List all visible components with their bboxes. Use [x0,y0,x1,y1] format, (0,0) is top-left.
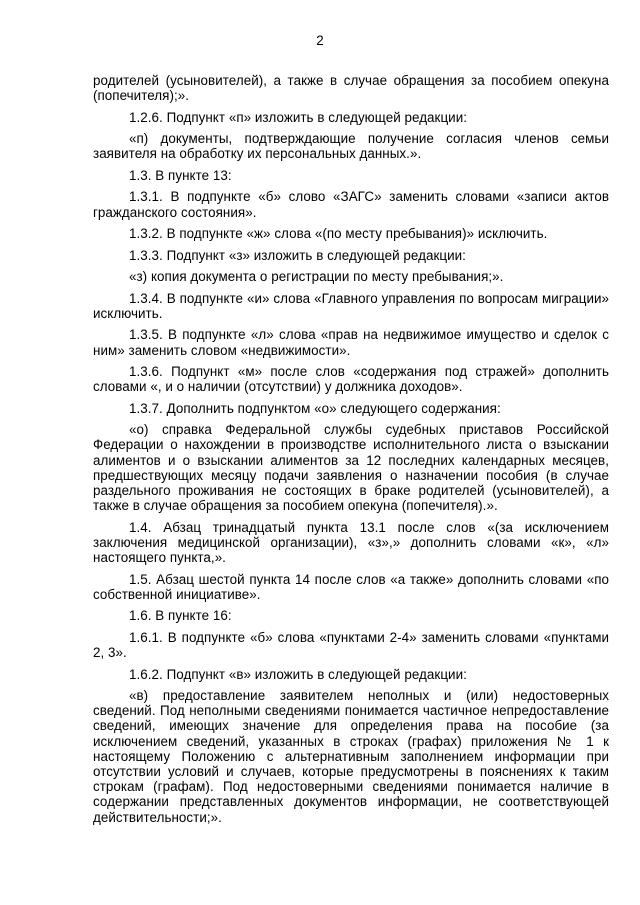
paragraph-1-3-5: 1.3.5. В подпункте «л» слова «прав на недвижимое имущество и сделок с ним» заменить словом «недвижимости». [93,327,609,358]
paragraph-1-5: 1.5. Абзац шестой пункта 14 после слов «а также» дополнить словами «по собственной инициативе». [93,571,609,602]
page-number: 2 [316,33,324,48]
paragraph-quote-v: «в) предоставление заявителем неполных и (или) недостоверных сведений. Под неполными сведениями понимается частичное непредоставление сведений, имеющих значение для определения права на пособие (за исключением сведений, указанных в строках (графах) приложения № 1 к настоящему Положению с альтернативным заполнением информации при отсутствии условий и случаев, которые предусмотрены в пояснениях к таким строкам (графам). Под недостоверными сведениями понимается наличие в содержании представленных документов информации, не соответствующей действительности;». [93,688,609,825]
paragraph-1-3-1: 1.3.1. В подпункте «б» слово «ЗАГС» заменить словами «записи актов гражданского состояния». [93,189,609,220]
document-body [93,73,609,831]
paragraph-1-6-2: 1.6.2. Подпункт «в» изложить в следующей редакции: [129,666,467,682]
paragraph-1-6-1: 1.6.1. В подпункте «б» слова «пунктами 2-4» заменить словами «пунктами 2, 3». [93,629,609,661]
paragraph-quote-p: «п) документы, подтверждающие получение согласия членов семьи заявителя на обработку их персональных данных.». [93,131,609,162]
paragraph-1-3-7: 1.3.7. Дополнить подпунктом «о» следующего содержания: [129,400,501,416]
paragraph-1-3-6: 1.3.6. Подпункт «м» после слов «содержания под стражей» дополнить словами «, и о наличии (отсутствии) у должника доходов». [93,364,609,395]
paragraph-1-6: 1.6. В пункте 16: [129,608,232,624]
paragraph-quote-z: «з) копия документа о регистрации по месту пребывания;». [129,269,504,285]
paragraph-1-4: 1.4. Абзац тринадцатый пункта 13.1 после слов «(за исключением заключения медицинской организации), «з»,» дополнить словами «к», «л» настоящего пункта,». [93,519,609,566]
paragraph-quote-o: «о) справка Федеральной службы судебных приставов Российской Федерации о нахождении в производстве исполнительного листа о взыскании алиментов и о взыскании алиментов за 12 последних календарных месяцев, предшествующих месяцу подачи заявления о назначении пособия (в случае раздельного проживания не состоящих в браке родителей (усыновителей), а также в случае обращения за пособием опекуна (попечителя).». [93,422,609,514]
paragraph-1-3-4: 1.3.4. В подпункте «и» слова «Главного управления по вопросам миграции» исключить. [93,290,609,321]
paragraph-1-3: 1.3. В пункте 13: [129,167,232,183]
paragraph-continuation: родителей (усыновителей), а также в случае обращения за пособием опекуна (попечителя);». [93,73,609,104]
paragraph-1-3-3: 1.3.3. Подпункт «з» изложить в следующей редакции: [129,247,466,263]
paragraph-1-2-6: 1.2.6. Подпункт «п» изложить в следующей редакции: [129,109,468,125]
paragraph-1-3-2: 1.3.2. В подпункте «ж» слова «(по месту пребывания)» исключить. [129,226,548,242]
